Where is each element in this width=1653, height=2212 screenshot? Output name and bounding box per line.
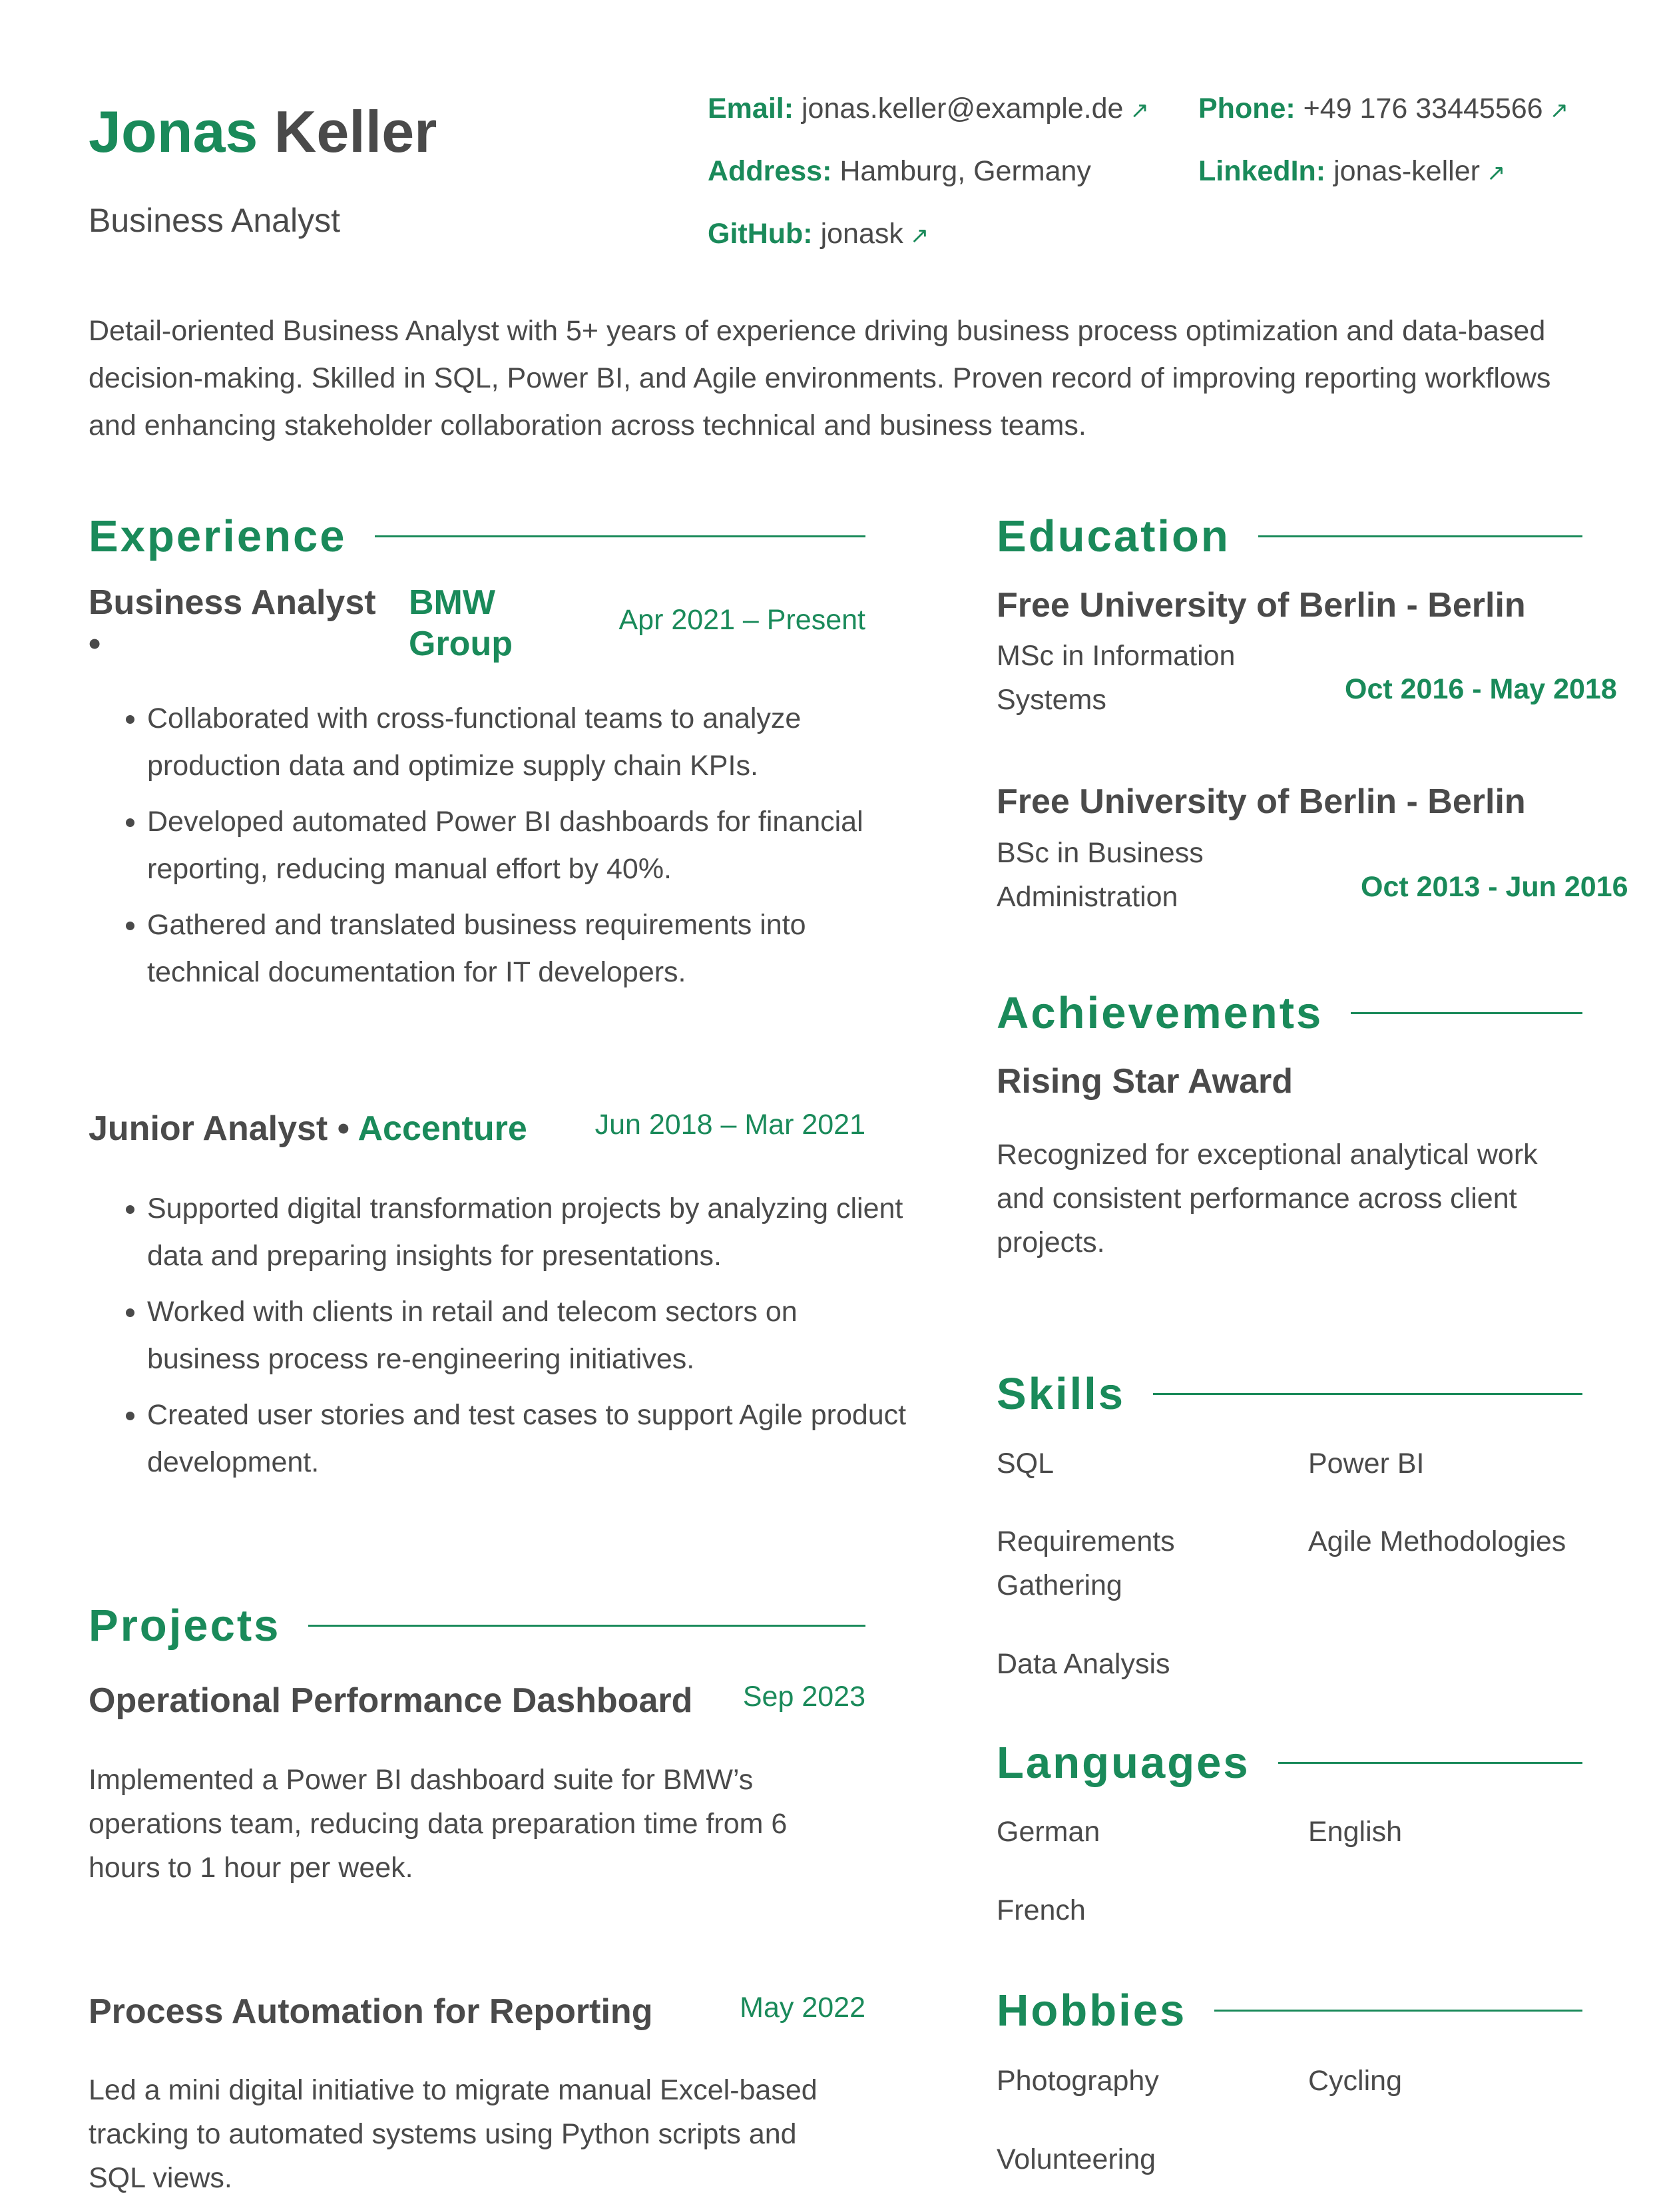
section-divider xyxy=(375,535,865,537)
section-divider xyxy=(1278,1762,1582,1764)
section-divider xyxy=(1351,1012,1582,1014)
section-divider xyxy=(1214,2010,1582,2012)
job-dates: Jun 2018 – Mar 2021 xyxy=(594,1109,865,1141)
address-value: Hamburg, Germany xyxy=(839,155,1091,187)
education-dates: Oct 2013 - Jun 2016 xyxy=(1361,871,1628,903)
education-heading: Education xyxy=(997,511,1230,561)
external-link-icon[interactable]: ↗ xyxy=(909,223,929,248)
list-item: • Gathered and translated business requirements into technical documentation for IT developers. xyxy=(147,902,879,996)
section-divider xyxy=(1258,535,1582,537)
achievement-title: Rising Star Award xyxy=(997,1062,1293,1101)
languages-section-heading xyxy=(997,1733,1582,1793)
job-dates: Apr 2021 – Present xyxy=(618,604,865,636)
hobby-item: Volunteering xyxy=(997,2143,1156,2175)
education-school: Free University of Berlin - Berlin xyxy=(997,586,1526,625)
achievement-description: Recognized for exceptional analytical work and consistent performance across client projects. xyxy=(997,1139,1538,1258)
project-date: Sep 2023 xyxy=(742,1681,865,1713)
skill-item: Data Analysis xyxy=(997,1648,1170,1680)
education-section-heading xyxy=(997,506,1582,566)
project-title: Process Automation for Reporting xyxy=(89,1992,653,2031)
github-label: GitHub: xyxy=(708,218,813,250)
hobbies-section-heading xyxy=(997,1980,1582,2040)
professional-summary: Detail-oriented Business Analyst with 5+ years of experience driving business process optimization and data-based decision-making. Skilled in SQL, Power BI, and Agile environments. Proven record of improving reporting workflows and enhancing stakeholder collaboration across technical and business teams. xyxy=(89,315,1551,441)
linkedin-value[interactable]: jonas-keller xyxy=(1333,155,1480,187)
project-description: Implemented a Power BI dashboard suite for BMW’s operations team, reducing data preparation time from 6 hours to 1 hour per week. xyxy=(89,1764,788,1884)
contact-address xyxy=(708,154,1091,189)
email-label: Email: xyxy=(708,93,794,125)
job-title: Business Analyst • xyxy=(89,583,376,663)
list-item: • Collaborated with cross-functional teams to analyze production data and optimize supply chain KPIs. xyxy=(147,695,879,790)
job-bullets xyxy=(89,1185,913,1495)
hobbies-heading: Hobbies xyxy=(997,1985,1187,2036)
achievements-section-heading xyxy=(997,983,1582,1043)
external-link-icon[interactable]: ↗ xyxy=(1549,98,1569,123)
language-item: French xyxy=(997,1894,1086,1926)
external-link-icon[interactable]: ↗ xyxy=(1130,98,1149,123)
skill-item: Requirements Gathering xyxy=(997,1525,1175,1601)
skills-heading: Skills xyxy=(997,1368,1126,1419)
hobby-item: Photography xyxy=(997,2065,1159,2097)
address-label: Address: xyxy=(708,155,832,187)
section-divider xyxy=(1153,1393,1582,1395)
education-dates: Oct 2016 - May 2018 xyxy=(1345,673,1617,705)
phone-label: Phone: xyxy=(1198,93,1296,125)
project-title: Operational Performance Dashboard xyxy=(89,1681,693,1720)
job-separator: • xyxy=(89,625,101,663)
github-value[interactable]: jonask xyxy=(820,218,903,250)
last-name: Keller xyxy=(274,99,437,164)
job-company: BMW Group xyxy=(409,583,513,663)
achievements-heading: Achievements xyxy=(997,987,1323,1038)
job-company: Accenture xyxy=(357,1109,527,1148)
projects-section-heading xyxy=(89,1595,865,1655)
project-description: Led a mini digital initiative to migrate manual Excel-based tracking to automated systems using Python scripts and SQL views. xyxy=(89,2074,818,2194)
linkedin-label: LinkedIn: xyxy=(1198,155,1326,187)
email-value[interactable]: jonas.keller@example.de xyxy=(802,93,1124,125)
list-item: • Developed automated Power BI dashboards for financial reporting, reducing manual effort by 40%. xyxy=(147,798,879,893)
list-item: • Worked with clients in retail and telecom sectors on business process re-engineering initiatives. xyxy=(147,1288,913,1383)
project-date: May 2022 xyxy=(740,1992,865,2024)
contact-phone[interactable] xyxy=(1198,92,1568,127)
section-divider xyxy=(308,1625,865,1627)
language-item: English xyxy=(1308,1816,1403,1848)
education-degree: BSc in Business Administration xyxy=(997,837,1204,913)
languages-heading: Languages xyxy=(997,1737,1250,1788)
job-bullets xyxy=(89,695,879,1005)
skill-item: Power BI xyxy=(1308,1448,1425,1480)
contact-github[interactable] xyxy=(708,217,929,252)
skill-item: Agile Methodologies xyxy=(1308,1525,1566,1557)
list-item: • Supported digital transformation projects by analyzing client data and preparing insights for presentations. xyxy=(147,1185,913,1280)
skills-section-heading xyxy=(997,1364,1582,1424)
list-item: • Created user stories and test cases to support Agile product development. xyxy=(147,1392,913,1486)
job-role: Business Analyst xyxy=(89,202,340,239)
experience-section-heading xyxy=(89,506,865,566)
education-school: Free University of Berlin - Berlin xyxy=(997,782,1526,821)
contact-email[interactable] xyxy=(708,92,1149,127)
first-name: Jonas xyxy=(89,99,258,164)
experience-heading: Experience xyxy=(89,511,347,561)
contact-linkedin[interactable] xyxy=(1198,154,1505,189)
language-item: German xyxy=(997,1816,1100,1848)
projects-heading: Projects xyxy=(89,1600,281,1651)
skill-item: SQL xyxy=(997,1448,1055,1480)
external-link-icon[interactable]: ↗ xyxy=(1486,160,1506,186)
hobby-item: Cycling xyxy=(1308,2065,1402,2097)
job-title: Junior Analyst • Accenture xyxy=(89,1109,527,1148)
education-degree: MSc in Information Systems xyxy=(997,640,1236,716)
job-separator: • xyxy=(337,1109,350,1148)
candidate-name xyxy=(89,97,437,167)
phone-value[interactable]: +49 176 33445566 xyxy=(1303,93,1543,125)
